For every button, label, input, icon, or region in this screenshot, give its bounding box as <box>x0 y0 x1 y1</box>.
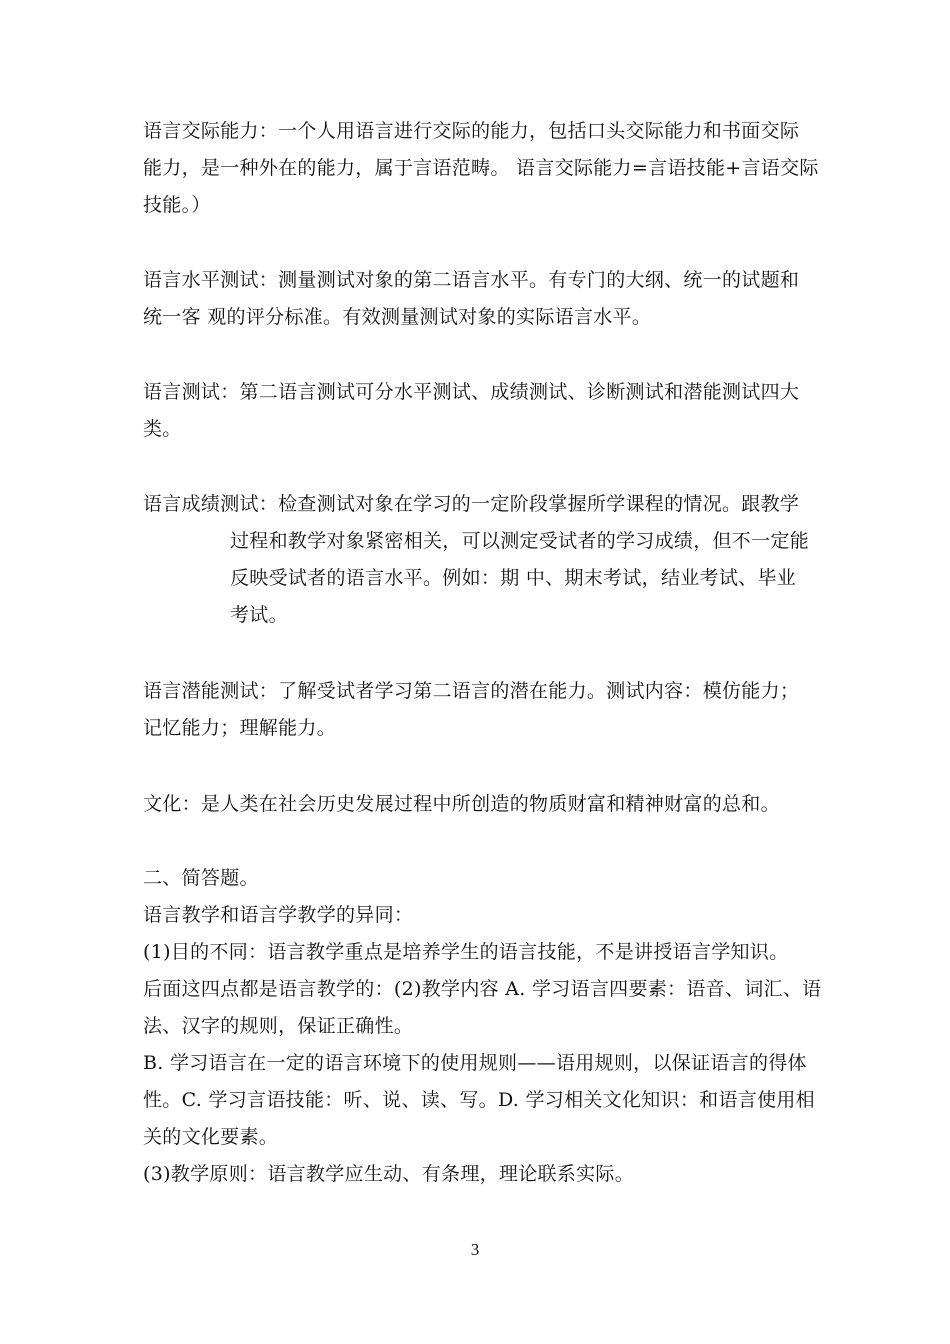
paragraph-aptitude-test <box>143 673 808 747</box>
text-line: 语言测试：第二语言测试可分水平测试、成绩测试、诊断测试和潜能测试四大 <box>143 381 800 403</box>
paragraph-achievement-test-heading <box>143 486 808 523</box>
text-line: 能力，是一种外在的能力，属于言语范畴。 语言交际能力=言语技能+言语交际 <box>143 157 819 179</box>
text-line: 过程和教学对象紧密相关，可以测定受试者的学习成绩，但不一定能 <box>230 530 810 552</box>
paragraph-communicative-competence <box>143 113 819 224</box>
text-line: 性。C. 学习言语技能：听、说、读、写。D. 学习相关文化知识：和语言使用相 <box>143 1089 815 1111</box>
paragraph-language-testing <box>143 374 808 448</box>
text-line: 关的文化要素。 <box>143 1126 279 1148</box>
page-number: 3 <box>470 1240 480 1259</box>
section-heading: 二、简答题。 <box>143 867 259 889</box>
text-line: B. 学习语言在一定的语言环境下的使用规则——语用规则，以保证语言的得体 <box>143 1052 807 1074</box>
text-line: 文化：是人类在社会历史发展过程中所创造的物质财富和精神财富的总和。 <box>143 793 780 815</box>
paragraph-short-answer <box>143 860 822 1193</box>
text-line: 语言成绩测试：检查测试对象在学习的一定阶段掌握所学课程的情况。跟教学 <box>143 493 800 515</box>
text-line: 反映受试者的语言水平。例如：期 中、期末考试，结业考试、毕业 <box>230 567 797 589</box>
text-line: (3)教学原则：语言教学应生动、有条理，理论联系实际。 <box>143 1163 635 1185</box>
text-line: 技能。） <box>143 194 211 216</box>
text-line: 记忆能力；理解能力。 <box>143 717 337 739</box>
text-line: 语言潜能测试：了解受试者学习第二语言的潜在能力。测试内容：模仿能力； <box>143 680 800 702</box>
paragraph-proficiency-test <box>143 262 808 336</box>
text-line: 语言交际能力：一个人用语言进行交际的能力，包括口头交际能力和书面交际 <box>143 120 800 142</box>
text-line: 类。 <box>143 418 182 440</box>
paragraph-achievement-test-body <box>230 523 808 634</box>
text-line: 法、汉字的规则，保证正确性。 <box>143 1015 414 1037</box>
text-line: 语言水平测试：测量测试对象的第二语言水平。有专门的大纲、统一的试题和 <box>143 269 800 291</box>
paragraph-culture <box>143 786 808 823</box>
text-line: 语言教学和语言学教学的异同： <box>143 904 414 926</box>
text-line: (1)目的不同：语言教学重点是培养学生的语言技能，不是讲授语言学知识。 <box>143 941 789 963</box>
text-line: 统一客 观的评分标准。有效测量测试对象的实际语言水平。 <box>143 306 652 328</box>
text-line: 考试。 <box>230 604 288 626</box>
text-line: 后面这四点都是语言教学的：(2)教学内容 A. 学习语言四要素：语音、词汇、语 <box>143 978 822 1000</box>
